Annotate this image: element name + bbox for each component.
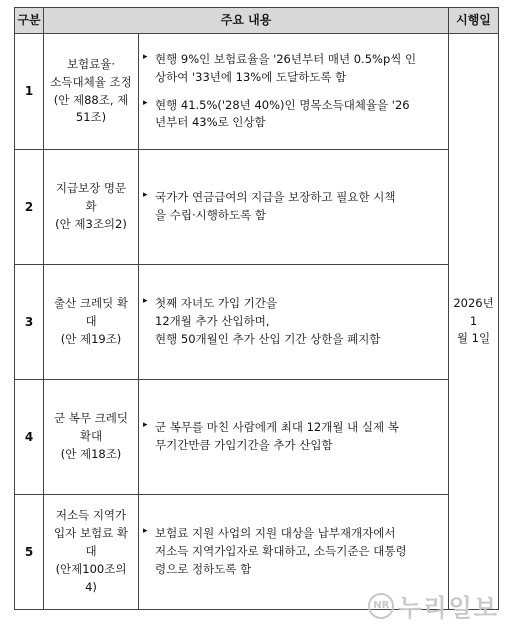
row-title-line: (안제100조의4) bbox=[55, 561, 127, 594]
bullet-icon: ▸ bbox=[143, 296, 148, 307]
policy-table bbox=[14, 7, 499, 610]
row-title-line: 지급보장 명문 bbox=[55, 181, 127, 196]
row-title-line: 51조) bbox=[75, 110, 107, 125]
watermark-text: 누리일보 bbox=[398, 594, 499, 622]
row-title-line: (안 제88조, 제 bbox=[53, 92, 129, 107]
header-content: 주요 내용 bbox=[44, 8, 449, 34]
row-title-line: (안 제3조의2) bbox=[55, 216, 127, 231]
row-number: 2 bbox=[15, 150, 44, 265]
row-title-line: (안 제18조) bbox=[60, 446, 122, 461]
nr-logo-icon: NR bbox=[368, 593, 394, 619]
row-content bbox=[139, 34, 449, 150]
list-item: ▸ 현행 9%인 보험료율을 '26년부터 매년 0.5%p씩 인 상하여 '33년에 13%에 도달하도록 함 bbox=[143, 51, 417, 84]
list-item: ▸ 첫째 자녀도 가입 기간을 12개월 추가 산입하며, 현행 50개월인 추가 산입 기간 상한을 폐지함 bbox=[143, 296, 381, 346]
bullet-icon: ▸ bbox=[143, 190, 148, 201]
table-row bbox=[15, 34, 499, 150]
bullet-icon: ▸ bbox=[143, 97, 148, 108]
table-row bbox=[15, 380, 499, 495]
row-title bbox=[44, 150, 139, 265]
row-number: 4 bbox=[15, 380, 44, 495]
effective-date: 2026년 1 월 1일 bbox=[449, 34, 499, 610]
header-no: 구분 bbox=[15, 8, 44, 34]
row-title bbox=[44, 34, 139, 150]
table-header-row bbox=[15, 8, 499, 34]
row-title bbox=[44, 380, 139, 495]
row-title-line: 군 복무 크레딧 bbox=[54, 411, 128, 426]
row-content bbox=[139, 380, 449, 495]
row-title-line: 소득대체율 조정 bbox=[50, 74, 132, 89]
row-title-line: 확대 bbox=[79, 429, 103, 444]
list-item: ▸ 국가가 연금급여의 지급을 보장하고 필요한 시책 을 수립·시행하도록 함 bbox=[143, 190, 396, 222]
row-title-line: 보험료율· bbox=[66, 56, 116, 71]
bullet-icon: ▸ bbox=[143, 526, 148, 537]
list-item: ▸ 군 복무를 마친 사람에게 최대 12개월 내 실제 복 무기간만큼 가입기간을 추가 산입함 bbox=[143, 420, 399, 452]
table-row bbox=[15, 150, 499, 265]
row-number: 1 bbox=[15, 34, 44, 150]
row-number: 3 bbox=[15, 265, 44, 380]
row-title-line: 저소득 지역가 bbox=[55, 508, 127, 523]
row-title-line: (안 제19조) bbox=[60, 331, 122, 346]
row-title bbox=[44, 495, 139, 610]
table-row bbox=[15, 265, 499, 380]
header-date: 시행일 bbox=[449, 8, 499, 34]
row-number: 5 bbox=[15, 495, 44, 610]
row-title-line: 대 bbox=[85, 544, 97, 559]
row-title-line: 화 bbox=[85, 199, 97, 214]
bullet-icon: ▸ bbox=[143, 420, 148, 431]
row-title-line: 대 bbox=[85, 314, 97, 329]
bullet-icon: ▸ bbox=[143, 51, 148, 62]
watermark bbox=[368, 588, 499, 623]
row-content bbox=[139, 265, 449, 380]
row-title bbox=[44, 265, 139, 380]
list-item: ▸ 보험료 지원 사업의 지원 대상을 납부재개자에서 저소득 지역가입자로 확대하고, 소득기준은 대통령 령으로 정하도록 함 bbox=[143, 526, 407, 576]
row-title-line: 출산 크레딧 확 bbox=[54, 296, 128, 311]
row-content bbox=[139, 150, 449, 265]
list-item: ▸ 현행 41.5%('28년 40%)인 명목소득대체율을 '26 년부터 43%로 인상함 bbox=[143, 97, 410, 130]
row-title-line: 입자 보험료 확 bbox=[54, 526, 128, 541]
